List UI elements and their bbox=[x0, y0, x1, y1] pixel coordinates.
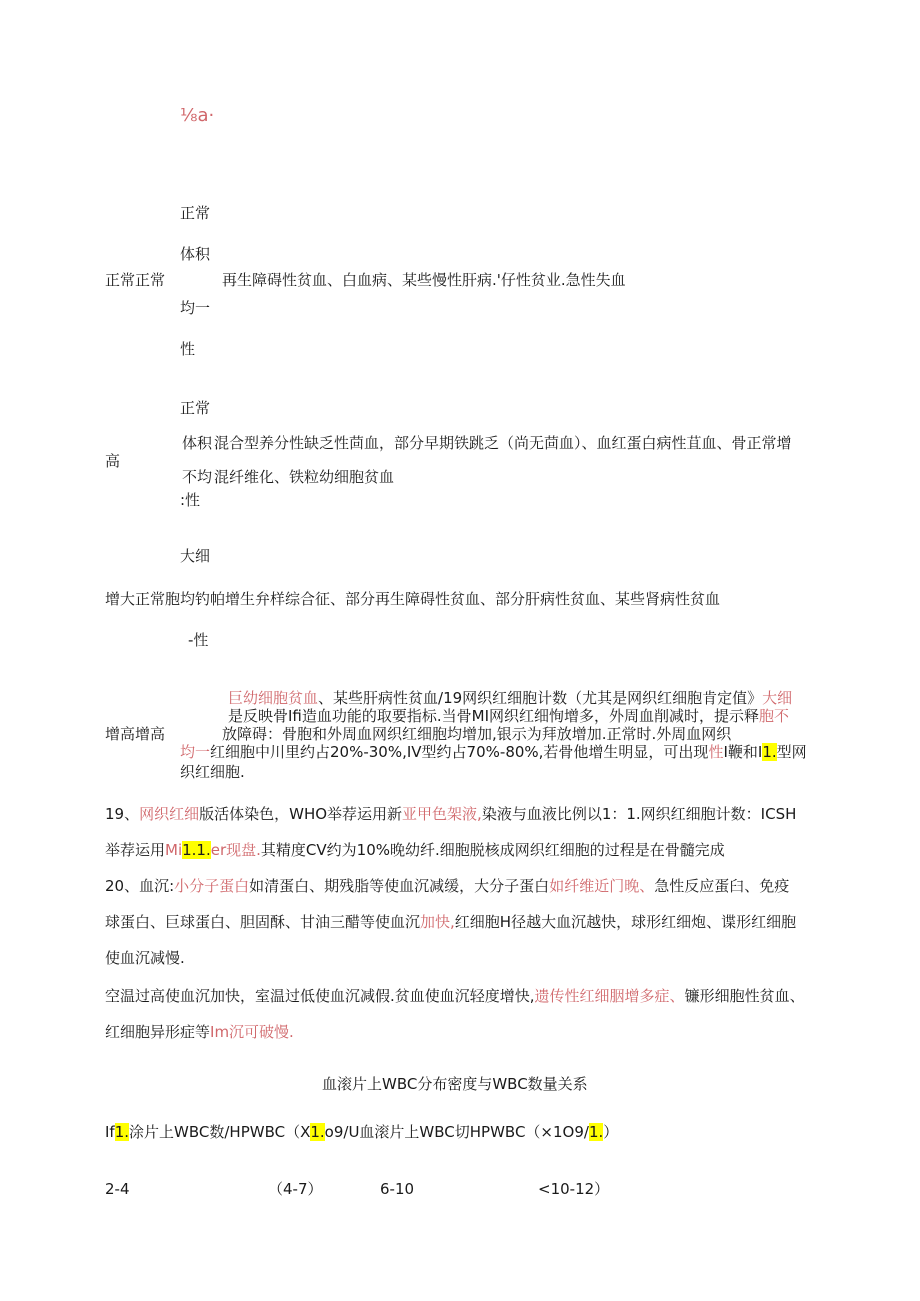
para19-l1-a: 19、 bbox=[105, 805, 140, 823]
para20-l1-c: 急性反应蛋臼、免疫 bbox=[654, 877, 790, 895]
para19-l2-red2: er现盘. bbox=[210, 841, 261, 859]
row2-col3-line3: 不均 bbox=[182, 468, 213, 486]
row2-desc-line2: 混纤维化、铁粒幼细胞贫血 bbox=[214, 468, 395, 486]
para19-l2-highlight: 1.1. bbox=[182, 841, 211, 859]
para20-l5-a: 红细胞异形症等 bbox=[105, 1023, 211, 1041]
para20-line1 bbox=[105, 876, 789, 896]
para19-l1-red1: 网织红细 bbox=[139, 805, 200, 823]
row4-col1: 增高增高 bbox=[105, 725, 166, 743]
para20-line5 bbox=[105, 1022, 294, 1042]
row4-line4 bbox=[180, 742, 807, 762]
para20-l1-a: 20、血沉: bbox=[105, 877, 175, 895]
row2-desc-line1: 混合型养分性缺乏性茴血，部分早期铁跳乏（尚无茴血）、血红蛋白病性苴血、骨正常增 bbox=[214, 434, 792, 452]
wbc-title: 血滚片上WBC分布密度与WBC数量关系 bbox=[322, 1075, 588, 1093]
para20-line4 bbox=[105, 986, 805, 1006]
row4-line4-red2: 性 bbox=[708, 743, 724, 761]
wbc-h-b: 涂片上WBC数/HPWBC（X bbox=[129, 1123, 311, 1141]
para19-l1-b: 版活体染色，WHO举荐运用新 bbox=[199, 805, 403, 823]
para19-line2 bbox=[105, 840, 725, 860]
row4-line5: 织红细胞. bbox=[180, 763, 245, 781]
para19-l2-red: Mi bbox=[165, 841, 183, 859]
para20-l1-b: 如清蛋白、期残脂等使血沉减缓，大分子蛋白 bbox=[249, 877, 550, 895]
row4-line4-black3: 型网 bbox=[776, 743, 807, 761]
para20-line3: 使血沉减慢. bbox=[105, 949, 185, 967]
wbc-h-highlight2: 1. bbox=[310, 1123, 325, 1141]
row4-line4-black2: I鞭和I bbox=[723, 743, 763, 761]
row4-line4-highlight: 1. bbox=[762, 743, 777, 761]
para20-line2 bbox=[105, 912, 796, 932]
para19-l2-b: 其精度CV约为10%晚幼纤.细胞脱核成网织红细胞的过程是在骨髓完成 bbox=[260, 841, 725, 859]
para20-l1-red1: 小分子蛋白 bbox=[174, 877, 250, 895]
row2-col3-line1: 正常 bbox=[180, 399, 211, 417]
para20-l4-b: 镰形细胞性贫血、 bbox=[684, 987, 805, 1005]
para19-line1 bbox=[105, 804, 796, 824]
row2-col1: 高 bbox=[105, 452, 121, 470]
para19-l2-a: 举荐运用 bbox=[105, 841, 166, 859]
row3-head: 大细 bbox=[180, 547, 211, 565]
row1-col3-line2: 体积 bbox=[180, 245, 211, 263]
wbc-cell: 2-4 bbox=[105, 1180, 130, 1198]
wbc-header bbox=[105, 1122, 618, 1142]
row3-line: 增大正常胞均钓帕增生弁样综合征、部分再生障碍性贫血、部分肝病性贫血、某些肾病性贫血 bbox=[105, 590, 721, 608]
row3-tail: -性 bbox=[188, 631, 209, 649]
row4-line1 bbox=[228, 688, 792, 708]
row1-col3-line3: 均一 bbox=[180, 299, 211, 317]
wbc-h-c: o9/U血滚片上WBC切HPWBC（×1O9/ bbox=[324, 1123, 589, 1141]
row4-line2 bbox=[228, 706, 789, 726]
para20-l1-red2: 如纤维近门晚、 bbox=[549, 877, 655, 895]
wbc-cell: 6-10 bbox=[380, 1180, 415, 1198]
row1-col3-line4: 性 bbox=[180, 340, 196, 358]
wbc-cell: （4-7） bbox=[268, 1180, 323, 1198]
wbc-h-a: If bbox=[105, 1123, 115, 1141]
row2-col3-line2: 体积 bbox=[182, 434, 213, 452]
para19-l1-red2: 亚甲色架液, bbox=[402, 805, 482, 823]
para20-l4-red: 遗传性红细胭增多症、 bbox=[534, 987, 685, 1005]
row4-line1-black: 、某些肝病性贫血/19网织红细胞计数（尤其是网织红细胞肯定值》 bbox=[318, 689, 763, 707]
row2-col3-line4: :性 bbox=[180, 491, 201, 509]
wbc-h-highlight1: 1. bbox=[114, 1123, 130, 1141]
row4-line1-red2: 大细 bbox=[762, 689, 793, 707]
wbc-cell: <10-12） bbox=[538, 1180, 610, 1198]
row4-line2-black: 是反映骨Ifi造血功能的取要指标.当骨MI网织红细恂增多，外周血削减时，提示释 bbox=[228, 707, 760, 725]
row1-col1: 正常正常 bbox=[105, 271, 166, 289]
row4-line3: 放障碍：骨胞和外周血网织红细胞均增加,银示为拜放增加.正常时.外周血网织 bbox=[222, 725, 732, 743]
wbc-h-d: ） bbox=[603, 1123, 619, 1141]
row1-col3-line1: 正常 bbox=[180, 204, 211, 222]
para20-l2-red: 加快, bbox=[420, 913, 455, 931]
row4-line2-red: 胞不 bbox=[759, 707, 790, 725]
para20-l5-red: Im沉可破慢. bbox=[210, 1023, 294, 1041]
row1-desc: 再生障碍性贫血、白血病、某些慢性肝病.'仔性贫业.急性失血 bbox=[222, 271, 626, 289]
row4-line1-red: 巨幼细胞贫血 bbox=[228, 689, 319, 707]
para20-l2: 球蛋白、巨球蛋白、胆固酥、甘油三醋等使血沉 bbox=[105, 913, 421, 931]
header-mark: ⅛a· bbox=[180, 105, 215, 126]
row4-line4-black: 红细胞中川里约占20%-30%,IV型约占70%-80%,若骨他增生明显，可出现 bbox=[210, 743, 709, 761]
row4-line4-red: 均一 bbox=[180, 743, 211, 761]
wbc-h-highlight3: 1. bbox=[588, 1123, 604, 1141]
para19-l1-c: 染液与血液比例以1：1.网织红细胞计数：ICSH bbox=[481, 805, 797, 823]
para20-l4-a: 空温过高使血沉加快，室温过低使血沉减假.贫血使血沉轻度增快, bbox=[105, 987, 535, 1005]
para20-l2-b: 红细胞H径越大血沉越快，球形红细炮、谍形红细胞 bbox=[454, 913, 797, 931]
